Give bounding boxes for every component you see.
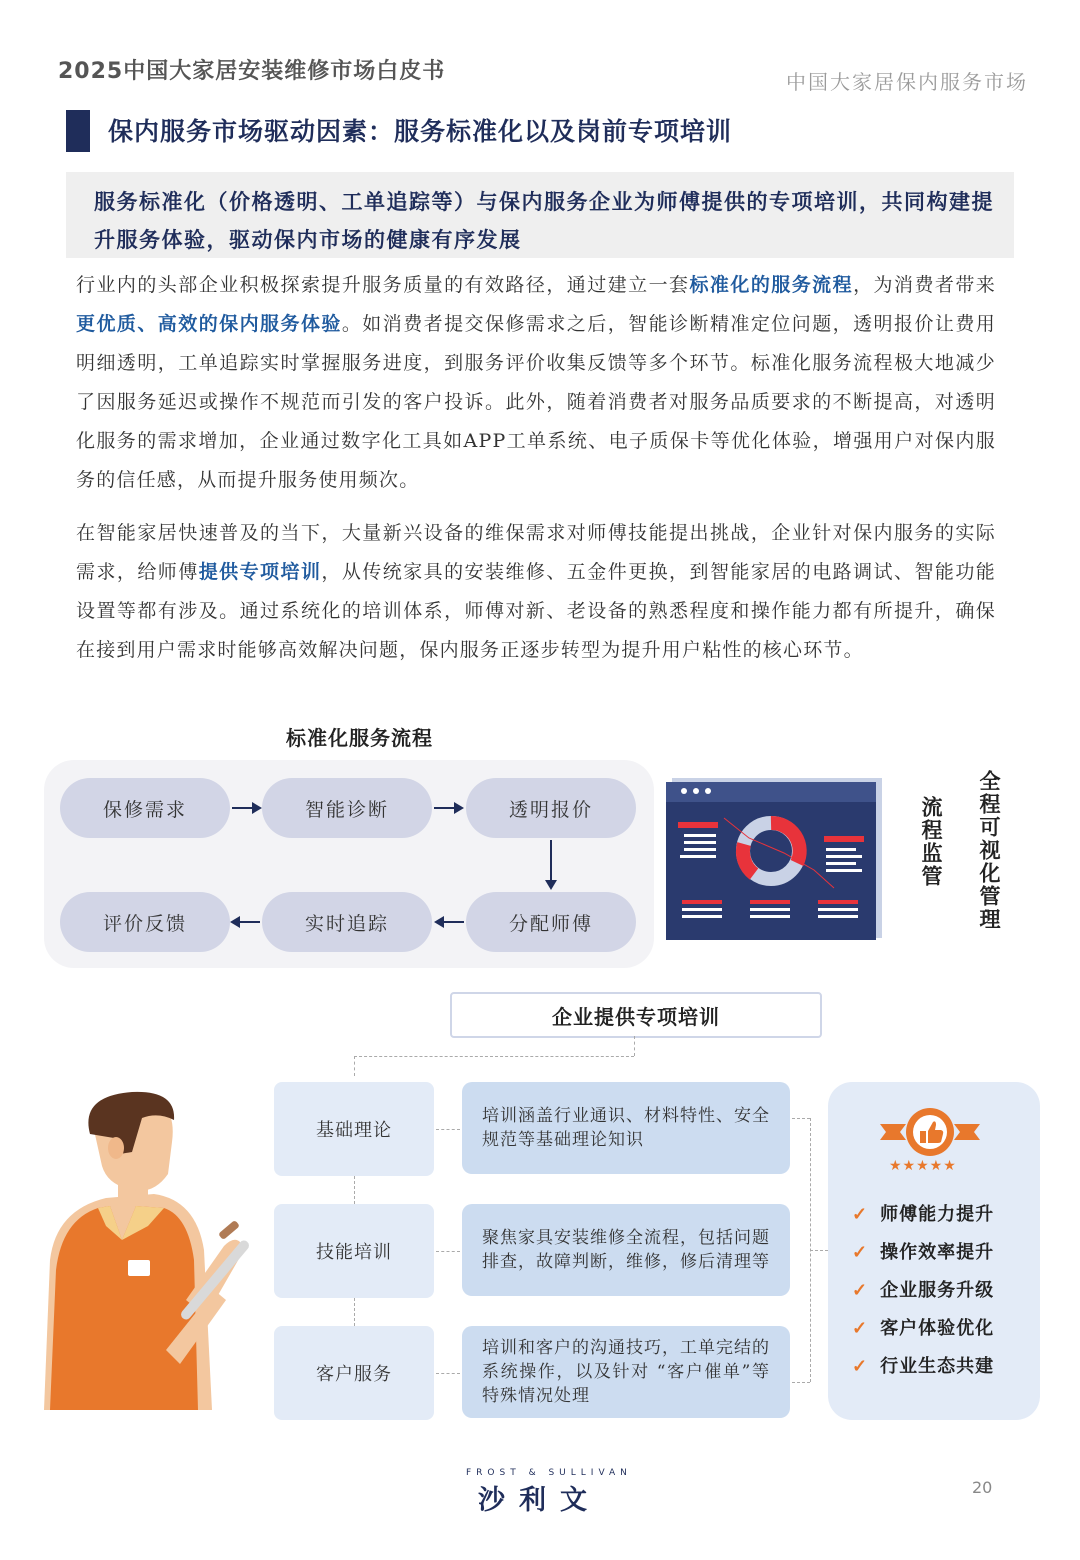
- highlight-text: 提供专项培训: [198, 561, 322, 583]
- flow-title: 标准化服务流程: [286, 726, 433, 750]
- connector-line: [792, 1118, 810, 1119]
- flow-step-quote: 透明报价: [466, 778, 636, 838]
- thumbs-up-badge-icon: [880, 1104, 980, 1164]
- benefit-item: [852, 1314, 994, 1340]
- report-title: 2025中国大家居安装维修市场白皮书: [58, 59, 446, 84]
- highlight-text: 更优质、高效的保内服务体验: [76, 313, 342, 335]
- connector-line: [354, 1056, 634, 1057]
- page-title: 保内服务市场驱动因素：服务标准化以及岗前专项培训: [108, 117, 733, 146]
- connector-line: [436, 1251, 460, 1252]
- flow-step-tracking: 实时追踪: [262, 892, 432, 952]
- text-segment: 行业内的头部企业积极探索提升服务质量的有效路径，通过建立一套: [76, 274, 690, 296]
- check-icon: ✓: [852, 1280, 869, 1301]
- check-icon: ✓: [852, 1356, 869, 1377]
- arrow-left-icon: [232, 921, 260, 923]
- page-number: 20: [972, 1478, 993, 1497]
- connector-line: [354, 1056, 355, 1076]
- benefit-item: [852, 1238, 994, 1264]
- arrow-left-icon: [436, 921, 464, 923]
- benefit-label: 客户体验优化: [880, 1318, 995, 1339]
- connector-line: [354, 1298, 355, 1326]
- training-category-service: 客户服务: [274, 1326, 434, 1420]
- connector-line: [436, 1129, 460, 1130]
- connector-line: [354, 1176, 355, 1204]
- text-segment: 在智能家居快速普及的当下，大量新兴设备的维保需求对师傅技能提出挑战，企业针对保内服务的实际需求，给师傅: [76, 522, 996, 583]
- connector-line: [810, 1250, 828, 1251]
- section-label: 中国大家居保内服务市场: [786, 70, 1028, 94]
- training-category-skills: 技能培训: [274, 1204, 434, 1298]
- paragraph-2: [76, 514, 996, 670]
- benefit-label: 操作效率提升: [880, 1242, 995, 1263]
- flow-step-diagnosis: 智能诊断: [262, 778, 432, 838]
- benefit-item: [852, 1352, 994, 1378]
- connector-line: [792, 1382, 810, 1383]
- dashboard-illustration: [664, 778, 886, 942]
- benefit-label: 企业服务升级: [880, 1280, 995, 1301]
- side-label-visual-management: 全程可视化管理: [977, 770, 1002, 931]
- benefit-label: 行业生态共建: [880, 1356, 995, 1377]
- training-desc-theory: 培训涵盖行业通识、材料特性、安全规范等基础理论知识: [462, 1082, 790, 1174]
- training-category-theory: 基础理论: [274, 1082, 434, 1176]
- training-desc-service: 培训和客户的沟通技巧，工单完结的系统操作，以及针对 “客户催单”等特殊情况处理: [462, 1326, 790, 1418]
- text-segment: 。如消费者提交保修需求之后，智能诊断精准定位问题，透明报价让费用明细透明，工单追踪实时掌握服务进度，到服务评价收集反馈等多个环节。标准化服务流程极大地减少了因服务延迟或操作不规范而引发的客户投诉。此外，随着消费者对服务品质要求的不断提高，对透明化服务的需求增加，企业通过数字化工具如APP工单系统、电子质保卡等优化体验，增强用户对保内服务的信任感，从而提升服务使用频次。: [76, 313, 997, 491]
- connector-line: [436, 1373, 460, 1374]
- footer-logo-subtitle: FROST & SULLIVAN: [466, 1468, 632, 1478]
- side-label-supervision: 流程监管: [919, 796, 944, 888]
- benefit-item: [852, 1276, 994, 1302]
- flow-step-repair-request: 保修需求: [60, 778, 230, 838]
- title-accent-bar: [66, 110, 90, 152]
- technician-illustration: [36, 1090, 268, 1410]
- summary-text: 服务标准化（价格透明、工单追踪等）与保内服务企业为师傅提供的专项培训，共同构建提升服务体验，驱动保内市场的健康有序发展: [94, 189, 994, 252]
- text-segment: ，为消费者带来: [853, 274, 996, 296]
- connector-line: [634, 1036, 635, 1056]
- paragraph-1: [76, 266, 996, 500]
- check-icon: ✓: [852, 1242, 869, 1263]
- arrow-down-icon: [550, 840, 552, 886]
- benefit-label: 师傅能力提升: [880, 1204, 995, 1225]
- highlight-text: 标准化的服务流程: [689, 274, 854, 296]
- rating-stars: ★★★★★: [889, 1158, 957, 1174]
- training-title: 企业提供专项培训: [450, 992, 822, 1038]
- footer-logo: 沙利文: [478, 1485, 601, 1516]
- arrow-right-icon: [232, 807, 260, 809]
- arrow-right-icon: [434, 807, 462, 809]
- training-desc-skills: 聚焦家具安装维修全流程，包括问题排查，故障判断，维修，修后清理等: [462, 1204, 790, 1296]
- text-segment: ，从传统家具的安装维修、五金件更换，到智能家居的电路调试、智能功能设置等都有涉及。通过系统化的培训体系，师傅对新、老设备的熟悉程度和操作能力都有所提升，确保在接到用户需求时能够高效解决问题，保内服务正逐步转型为提升用户粘性的核心环节。: [76, 561, 996, 661]
- check-icon: ✓: [852, 1204, 869, 1225]
- benefit-item: [852, 1200, 994, 1226]
- flow-step-feedback: 评价反馈: [60, 892, 230, 952]
- flow-step-assign: 分配师傅: [466, 892, 636, 952]
- check-icon: ✓: [852, 1318, 869, 1339]
